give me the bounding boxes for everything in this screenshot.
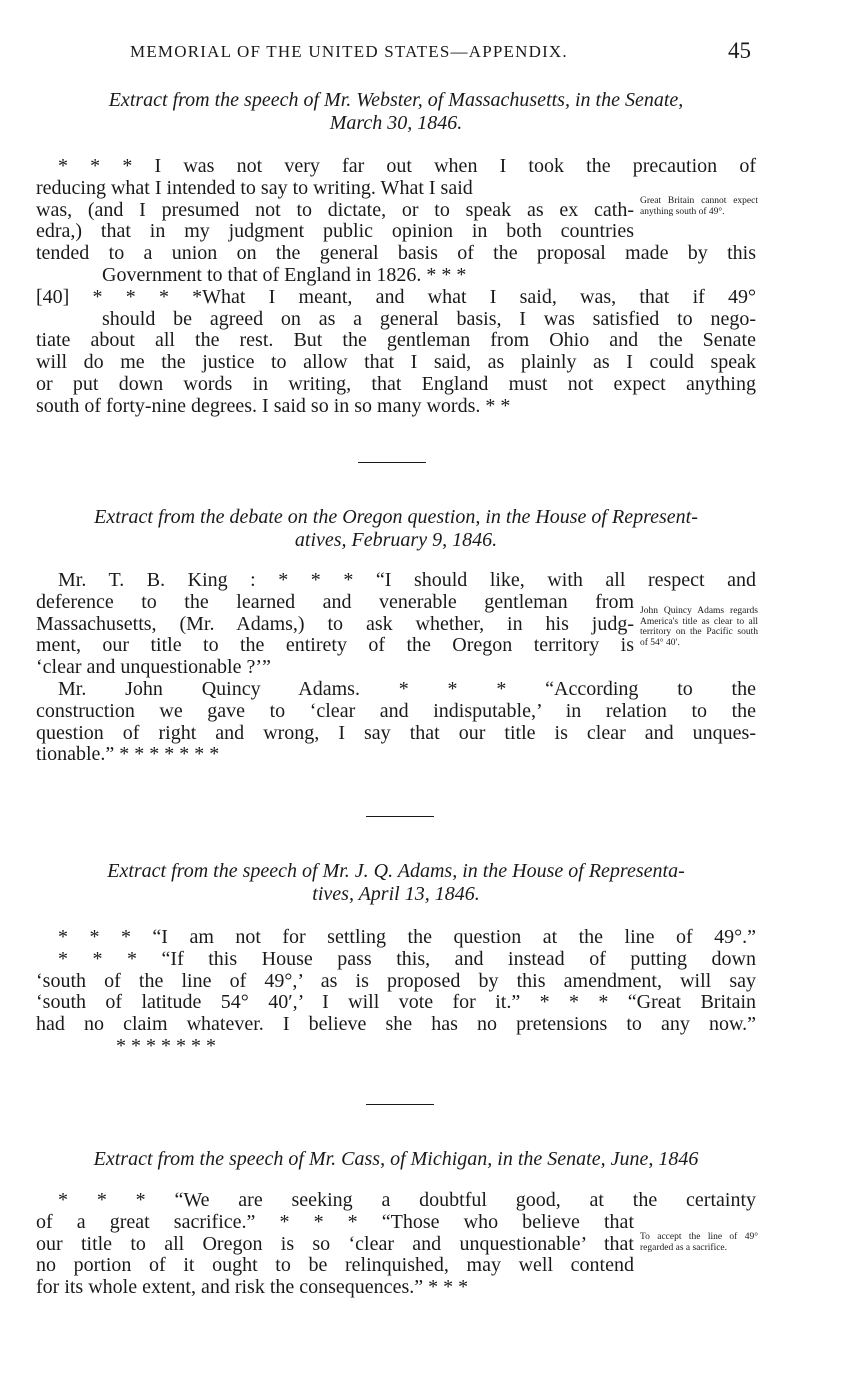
text-line: Massachusetts, (Mr. Adams,) to ask whether, in his judg-	[36, 612, 634, 635]
caption-line: tives, April 13, 1846.	[312, 883, 480, 905]
text-line: was, (and I presumed not to dictate, or to speak as ex cath-	[36, 198, 634, 221]
section-caption-oregon-debate	[36, 506, 756, 552]
text-line: tended to a union on the general basis of the proposal made by this	[36, 242, 756, 265]
text-line: reducing what I intended to say to writing. What I said	[36, 176, 473, 199]
section-text-jq-adams	[36, 927, 756, 1058]
text-line: our title to all Oregon is so ‘clear and unquestionable’ that	[36, 1232, 634, 1255]
text-line: tionable.” * * * * * * *	[36, 743, 220, 766]
text-line: ‘south of latitude 54° 40′,’ I will vote for it.” * * * “Great Britain	[36, 991, 756, 1014]
caption-line: March 30, 1846.	[329, 112, 463, 134]
text-line: ‘south of the line of 49°,’ as is proposed by this amendment, will say	[36, 969, 756, 992]
text-line: * * * * * * *	[116, 1034, 216, 1057]
text-line: should be agreed on as a general basis, I was satisfied to nego-	[102, 307, 756, 330]
text-line: south of forty-nine degrees. I said so in so many words. * *	[36, 394, 511, 417]
text-line: Mr. T. B. King : * * * “I should like, with all respect and	[58, 569, 756, 591]
text-line: tiate about all the rest. But the gentleman from Ohio and the Senate	[36, 329, 756, 352]
text-line: construction we gave to ‘clear and indisputable,’ in relation to the	[36, 699, 756, 722]
section-divider	[366, 816, 434, 817]
text-line: [40] * * * *What I meant, and what I said, was, that if 49°	[36, 285, 756, 308]
text-line: ‘clear and unquestionable ?’”	[36, 656, 271, 679]
margin-note-adams: John Quincy Adams regards America's title as clear to all territory on the Pacific south of 54° 40′.	[640, 606, 758, 648]
caption-line: Extract from the speech of Mr. Webster, of Massachusetts, in the Senate,	[108, 89, 684, 111]
page-header	[0, 38, 849, 68]
text-line: Mr. John Quincy Adams. * * * “According to the	[58, 677, 756, 700]
caption-line: atives, February 9, 1846.	[294, 529, 498, 551]
text-line: had no claim whatever. I believe she has no pretensions to any now.”	[36, 1013, 756, 1036]
caption-line: Extract from the speech of Mr. Cass, of Michigan, in the Senate, June, 1846	[93, 1148, 699, 1170]
text-line: Government to that of England in 1826. * * *	[102, 263, 467, 286]
page-number: 45	[728, 38, 751, 63]
text-line: ment, our title to the entirety of the Oregon territory is	[36, 634, 634, 657]
text-line: or put down words in writing, that England must not expect anything	[36, 372, 756, 395]
section-caption-webster	[36, 89, 756, 135]
section-caption-jq-adams	[36, 860, 756, 906]
caption-line: Extract from the debate on the Oregon question, in the House of Represent-	[94, 506, 698, 528]
text-line: deference to the learned and venerable gentleman from	[36, 590, 634, 613]
text-line: * * * I was not very far out when I took the precaution of	[58, 155, 756, 177]
margin-note-webster: Great Britain cannot expect anything south of 49°.	[640, 196, 758, 217]
text-line: for its whole extent, and risk the consequences.” * * *	[36, 1276, 469, 1299]
text-line: question of right and wrong, I say that our title is clear and unques-	[36, 721, 756, 744]
text-line: will do me the justice to allow that I said, as plainly as I could speak	[36, 351, 756, 374]
section-text-oregon-debate	[36, 570, 756, 766]
text-line: * * * “If this House pass this, and instead of putting down	[58, 947, 756, 970]
section-divider	[358, 462, 426, 463]
text-line: no portion of it ought to be relinquished, may well contend	[36, 1254, 634, 1277]
text-line: * * * “We are seeking a doubtful good, at the certainty	[58, 1189, 756, 1211]
caption-line: Extract from the speech of Mr. J. Q. Adams, in the House of Representa-	[107, 860, 685, 882]
section-divider	[366, 1104, 434, 1105]
text-line: * * * “I am not for settling the question at the line of 49°.”	[58, 926, 756, 948]
margin-note-cass: To accept the line of 49° regarded as a sacrifice.	[640, 1232, 758, 1253]
text-line: of a great sacrifice.” * * * “Those who believe that	[36, 1210, 634, 1233]
running-head: MEMORIAL OF THE UNITED STATES—APPENDIX.	[130, 42, 568, 61]
text-line: edra,) that in my judgment public opinion in both countries	[36, 220, 634, 243]
section-caption-cass	[36, 1148, 756, 1171]
